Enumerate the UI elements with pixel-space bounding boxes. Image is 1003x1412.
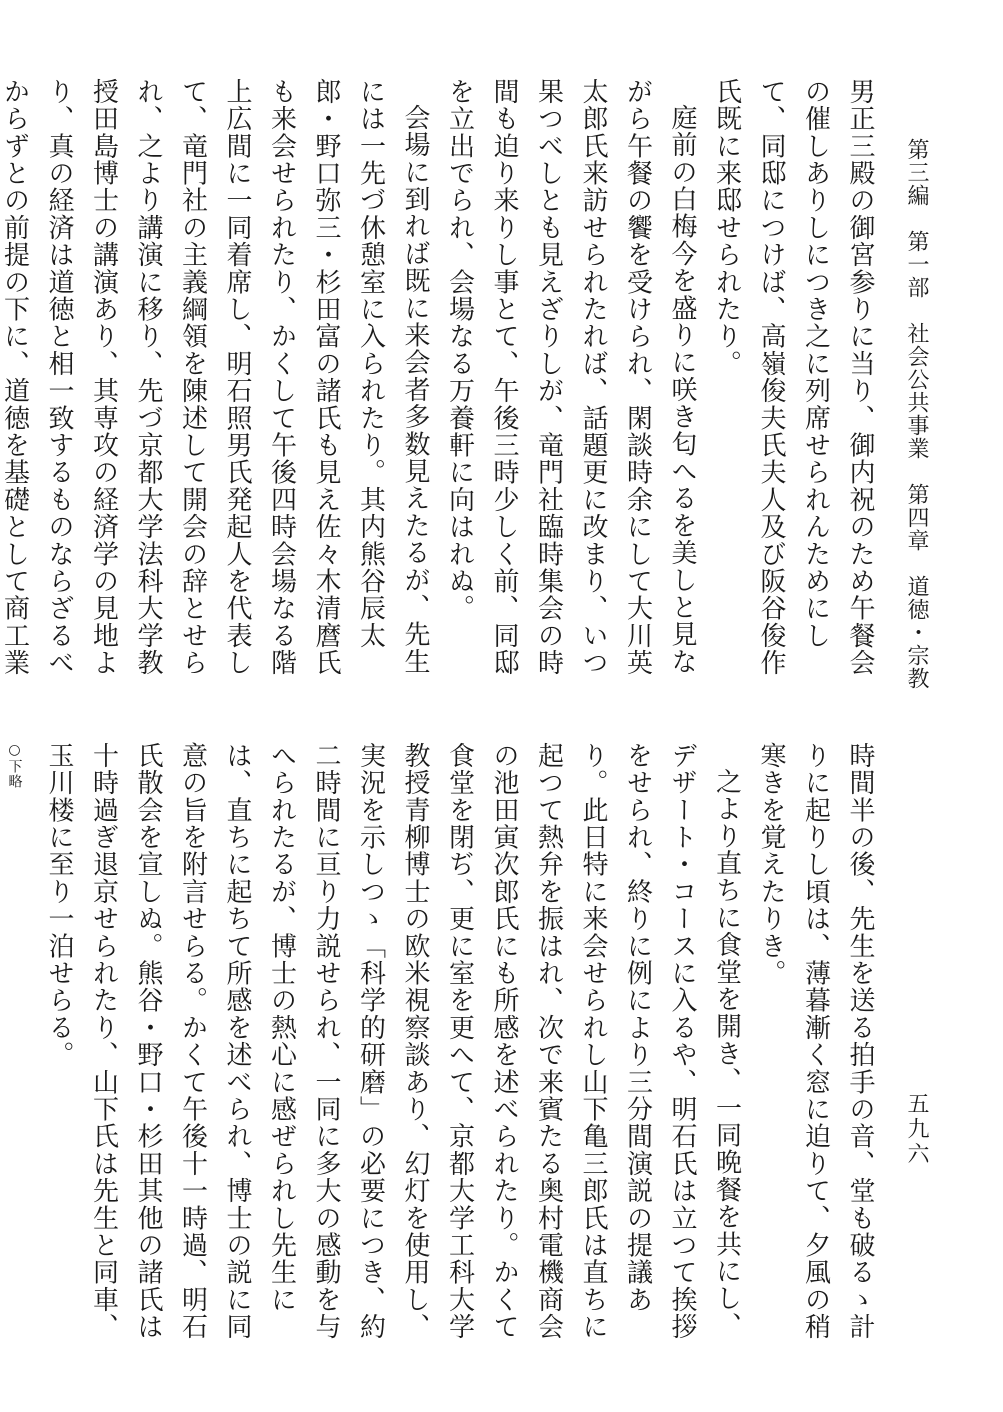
paragraph: 会場に到れば既に来会者多数見えたるが、先生には一先づ休憩室に入られたり。其内熊谷辰太郎・野口弥三・杉田富の諸氏も見え佐々木清麿氏も来会せられたり、かくして午後四時会場なる階上広間に一同着席し、明石照男氏発起人を代表して、竜門社の主義綱領を陳述して開会の辞とせられ、之より講演に移り、先づ京都大学法科大学教授田島博士の講演あり、其専攻の経済学の見地より、真の経済は道徳と相一致するものならざるべからずとの前提の下に、道徳を基礎として商工業 [0,78,430,677]
paragraph-continuation: 時間半の後、先生を送る拍手の音、堂も破るゝ計りに起りし頃は、薄暮漸く窓に迫りて、夕風の稍寒きを覚えたりき。 [756,742,875,1341]
running-head: 第三編 第一部 社会公共事業 第四章 道徳・宗教 [904,138,929,690]
page-number: 五九六 [904,1092,929,1167]
paragraph: 男正三殿の御宮参りに当り、御内祝のため午餐会の催しありしにつき之に列席せられんためにして、同邸につけば、高嶺俊夫氏夫人及び阪谷俊作氏既に来邸せられたり。 [711,78,875,677]
lower-text-block [6,742,882,1357]
upper-text-block [0,78,882,690]
paragraph: 之より直ちに食堂を開き、一同晩餐を共にし、デザート・コースに入るや、明石氏は立つて挨拶をせられ、終りに例により三分間演説の提議あり。此日特に来会せられし山下亀三郎氏は直ちに起つて熱弁を振はれ、次で来賓たる奥村電機商会の池田寅次郎氏にも所感を述べられたり。かくて食堂を閉ぢ、更に室を更へて、京都大学工科大学教授青柳博士の欧米視察談あり、幻灯を使用し、実況を示しつゝ「科学的研磨」の必要につき、約二時間に亘り力説せられ、一同に多大の感動を与へられたるが、博士の熱心に感ぜられし先生には、直ちに起ちて所感を述べられ、博士の説に同意の旨を附言せらる。かくて午後十一時過、明石氏散会を宣しぬ。熊谷・野口・杉田其他の諸氏は十時過ぎ退京せられたり、山下氏は先生と同車、玉川楼に至り一泊せらる。 [44,742,742,1341]
paragraph: 庭前の白梅今を盛りに咲き匂へるを美しと見ながら午餐の饗を受けられ、閑談時余にして大川英太郎氏来訪せられたれば、話題更に改まり、いつ果つべしとも見えざりしが、竜門社臨時集会の時間も迫り来りし事とて、午後三時少しく前、同邸を立出でられ、会場なる万養軒に向はれぬ。 [444,78,697,677]
omission-note: ○下略 [6,742,23,790]
